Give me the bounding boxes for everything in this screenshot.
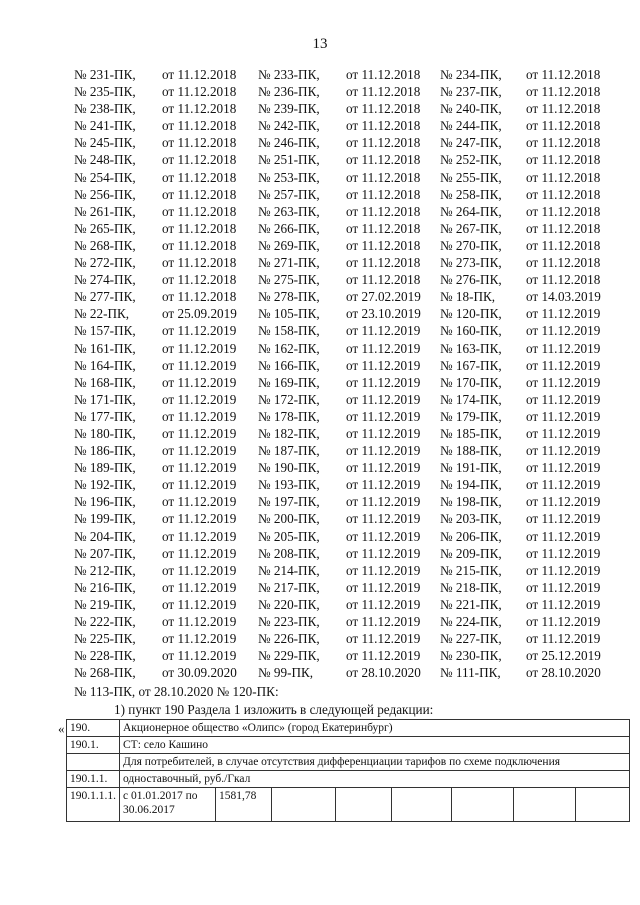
document-number: № 209-ПК, bbox=[440, 545, 502, 561]
list-item bbox=[74, 305, 612, 322]
list-item bbox=[74, 510, 612, 527]
document-date: от 11.12.2019 bbox=[162, 545, 237, 561]
document-date: от 11.12.2018 bbox=[162, 135, 237, 151]
document-date: от 11.12.2019 bbox=[162, 357, 237, 373]
list-item bbox=[74, 545, 612, 562]
document-date: от 11.12.2019 bbox=[346, 340, 421, 356]
document-number: № 163-ПК, bbox=[440, 340, 502, 356]
document-date: от 11.12.2019 bbox=[526, 579, 601, 595]
list-item bbox=[74, 288, 612, 305]
document-number: № 186-ПК, bbox=[74, 443, 136, 459]
document-number: № 223-ПК, bbox=[258, 614, 320, 629]
document-number: № 203-ПК, bbox=[440, 511, 502, 527]
document-date: от 11.12.2019 bbox=[526, 357, 601, 373]
document-number: № 275-ПК, bbox=[258, 272, 320, 288]
document-number: № 227-ПК, bbox=[440, 631, 502, 647]
document-date: от 11.12.2018 bbox=[526, 101, 601, 117]
empty-cell bbox=[336, 788, 392, 822]
document-date: от 11.12.2018 bbox=[162, 101, 237, 117]
document-number: № 268-ПК, bbox=[74, 237, 136, 253]
document-date: от 11.12.2019 bbox=[346, 408, 421, 424]
document-date: от 11.12.2018 bbox=[346, 186, 421, 202]
document-date: от 11.12.2019 bbox=[526, 408, 601, 424]
document-number: № 172-ПК, bbox=[258, 391, 320, 407]
document-number: № 266-ПК, bbox=[258, 220, 320, 236]
document-number: № 245-ПК, bbox=[74, 135, 136, 151]
document-number: № 241-ПК, bbox=[74, 118, 136, 134]
document-number: № 22-ПК, bbox=[74, 306, 130, 322]
document-date: от 11.12.2018 bbox=[346, 152, 421, 168]
document-date: от 11.12.2019 bbox=[526, 340, 601, 356]
document-number: № 270-ПК, bbox=[440, 237, 502, 253]
document-number: № 229-ПК, bbox=[258, 648, 320, 664]
document-number: № 189-ПК, bbox=[74, 460, 136, 476]
list-item bbox=[74, 562, 612, 579]
table-row bbox=[67, 771, 630, 788]
document-number: № 264-ПК, bbox=[440, 203, 502, 219]
document-number: № 257-ПК, bbox=[258, 186, 320, 202]
document-number: № 228-ПК, bbox=[74, 648, 136, 664]
document-number: № 185-ПК, bbox=[440, 425, 502, 441]
document-number: № 160-ПК, bbox=[440, 323, 502, 339]
list-item bbox=[74, 664, 612, 681]
document-number: № 251-ПК, bbox=[258, 152, 320, 168]
document-number: № 230-ПК, bbox=[440, 648, 502, 664]
document-date: от 11.12.2019 bbox=[346, 494, 421, 510]
document-number: № 196-ПК, bbox=[74, 494, 136, 510]
document-date: от 11.12.2018 bbox=[162, 67, 237, 82]
document-date: от 23.10.2019 bbox=[346, 306, 421, 322]
document-date: от 11.12.2019 bbox=[526, 528, 601, 544]
document-number: № 263-ПК, bbox=[258, 203, 320, 219]
document-date: от 11.12.2019 bbox=[346, 443, 421, 459]
document-date: от 11.12.2019 bbox=[346, 562, 421, 578]
document-date: от 11.12.2019 bbox=[162, 425, 237, 441]
document-date: от 11.12.2019 bbox=[162, 528, 237, 544]
empty-cell bbox=[514, 788, 576, 822]
tariff-value: 1581,78 bbox=[216, 788, 272, 822]
opening-quote-mark: « bbox=[58, 721, 65, 736]
document-date: от 11.12.2019 bbox=[526, 596, 601, 612]
document-date: от 11.12.2018 bbox=[346, 255, 421, 271]
document-date: от 11.12.2019 bbox=[346, 579, 421, 595]
document-number: № 193-ПК, bbox=[258, 477, 320, 493]
document-date: от 11.12.2019 bbox=[526, 391, 601, 407]
document-number: № 208-ПК, bbox=[258, 545, 320, 561]
document-number: № 276-ПК, bbox=[440, 272, 502, 288]
document-number: № 240-ПК, bbox=[440, 101, 502, 117]
page-number: 13 bbox=[312, 36, 328, 52]
document-number: № 120-ПК, bbox=[440, 306, 502, 322]
document-date: от 11.12.2019 bbox=[346, 425, 421, 441]
document-number: № 174-ПК, bbox=[440, 391, 502, 407]
document-date: от 14.03.2019 bbox=[526, 289, 601, 305]
document-number: № 169-ПК, bbox=[258, 374, 320, 390]
empty-cell bbox=[272, 788, 336, 822]
document-date: от 11.12.2019 bbox=[526, 443, 601, 459]
document-number: № 171-ПК, bbox=[74, 391, 136, 407]
document-date: от 11.12.2019 bbox=[162, 614, 237, 629]
document-number: № 237-ПК, bbox=[440, 84, 502, 100]
document-date: от 11.12.2019 bbox=[346, 477, 421, 493]
empty-cell bbox=[392, 788, 452, 822]
list-item bbox=[74, 117, 612, 134]
document-number: № 246-ПК, bbox=[258, 135, 320, 151]
document-number: № 192-ПК, bbox=[74, 477, 136, 493]
empty-cell bbox=[452, 788, 514, 822]
document-number: № 170-ПК, bbox=[440, 374, 502, 390]
document-number: № 261-ПК, bbox=[74, 203, 136, 219]
document-date: от 11.12.2019 bbox=[526, 494, 601, 510]
document-date: от 11.12.2019 bbox=[346, 357, 421, 373]
document-number: № 197-ПК, bbox=[258, 494, 320, 510]
document-number: № 207-ПК, bbox=[74, 545, 136, 561]
document-date: от 11.12.2019 bbox=[346, 391, 421, 407]
document-date: от 11.12.2019 bbox=[526, 631, 601, 647]
document-date: от 11.12.2018 bbox=[162, 169, 237, 185]
list-item bbox=[74, 374, 612, 391]
document-date: от 28.10.2020 bbox=[346, 665, 421, 681]
document-number: № 236-ПК, bbox=[258, 84, 320, 100]
list-item bbox=[74, 596, 612, 613]
document-date: от 11.12.2018 bbox=[526, 186, 601, 202]
document-number: № 278-ПК, bbox=[258, 289, 320, 305]
document-date: от 11.12.2019 bbox=[346, 374, 421, 390]
list-item bbox=[74, 83, 612, 100]
document-number: № 212-ПК, bbox=[74, 562, 136, 578]
list-item bbox=[74, 357, 612, 374]
row-code: 190.1. bbox=[67, 737, 120, 754]
document-date: от 11.12.2018 bbox=[526, 220, 601, 236]
document-number: № 222-ПК, bbox=[74, 614, 136, 629]
list-item bbox=[74, 408, 612, 425]
document-date: от 11.12.2019 bbox=[162, 648, 237, 664]
document-number: № 199-ПК, bbox=[74, 511, 136, 527]
document-date: от 11.12.2019 bbox=[526, 562, 601, 578]
document-number: № 111-ПК, bbox=[440, 665, 501, 681]
table-row bbox=[67, 720, 630, 737]
document-number: № 265-ПК, bbox=[74, 220, 136, 236]
document-number: № 219-ПК, bbox=[74, 596, 136, 612]
document-number: № 247-ПК, bbox=[440, 135, 502, 151]
table-row bbox=[67, 788, 630, 822]
document-number: № 177-ПК, bbox=[74, 408, 136, 424]
list-item bbox=[74, 203, 612, 220]
document-date: от 11.12.2019 bbox=[162, 340, 237, 356]
document-number: № 18-ПК, bbox=[440, 289, 496, 305]
list-item bbox=[74, 442, 612, 459]
document-number: № 180-ПК, bbox=[74, 425, 136, 441]
document-number: № 235-ПК, bbox=[74, 84, 136, 100]
document-number: № 277-ПК, bbox=[74, 289, 136, 305]
tariff-type: одноставочный, руб./Гкал bbox=[120, 771, 630, 788]
document-date: от 11.12.2018 bbox=[162, 220, 237, 236]
document-number: № 105-ПК, bbox=[258, 306, 320, 322]
list-item bbox=[74, 630, 612, 647]
document-number: № 272-ПК, bbox=[74, 255, 136, 271]
list-item bbox=[74, 271, 612, 288]
document-date: от 11.12.2018 bbox=[526, 135, 601, 151]
list-item bbox=[74, 340, 612, 357]
document-date: от 11.12.2019 bbox=[346, 596, 421, 612]
list-item bbox=[74, 151, 612, 168]
document-number: № 164-ПК, bbox=[74, 357, 136, 373]
document-number: № 204-ПК, bbox=[74, 528, 136, 544]
document-date: от 11.12.2019 bbox=[346, 323, 421, 339]
empty-cell bbox=[576, 788, 630, 822]
document-number: № 253-ПК, bbox=[258, 169, 320, 185]
document-date: от 11.12.2018 bbox=[162, 84, 237, 100]
document-number: № 162-ПК, bbox=[258, 340, 320, 356]
document-date: от 11.12.2018 bbox=[526, 255, 601, 271]
document-date: от 11.12.2019 bbox=[346, 614, 421, 629]
document-date: от 11.12.2019 bbox=[346, 631, 421, 647]
document-number: № 161-ПК, bbox=[74, 340, 136, 356]
document-date: от 11.12.2018 bbox=[162, 237, 237, 253]
document-date: от 11.12.2018 bbox=[346, 67, 421, 82]
document-number: № 273-ПК, bbox=[440, 255, 502, 271]
document-date: от 11.12.2018 bbox=[162, 186, 237, 202]
document-date: от 11.12.2019 bbox=[346, 545, 421, 561]
document-date: от 11.12.2019 bbox=[162, 596, 237, 612]
document-date: от 28.10.2020 bbox=[526, 665, 601, 681]
document-date: от 11.12.2019 bbox=[162, 477, 237, 493]
document-number: № 214-ПК, bbox=[258, 562, 320, 578]
document-number: № 190-ПК, bbox=[258, 460, 320, 476]
document-date: от 11.12.2018 bbox=[346, 84, 421, 100]
document-number: № 254-ПК, bbox=[74, 169, 136, 185]
document-number: № 255-ПК, bbox=[440, 169, 502, 185]
document-date: от 11.12.2019 bbox=[346, 648, 421, 664]
document-date: от 11.12.2019 bbox=[162, 408, 237, 424]
document-date: от 11.12.2018 bbox=[526, 203, 601, 219]
document-date: от 11.12.2018 bbox=[526, 169, 601, 185]
document-number: № 239-ПК, bbox=[258, 101, 320, 117]
list-item bbox=[74, 186, 612, 203]
list-item bbox=[74, 579, 612, 596]
document-number: № 231-ПК, bbox=[74, 67, 136, 82]
document-date: от 11.12.2019 bbox=[526, 323, 601, 339]
document-number: № 233-ПК, bbox=[258, 67, 320, 82]
document-date: от 11.12.2019 bbox=[162, 443, 237, 459]
document-number: № 234-ПК, bbox=[440, 67, 502, 82]
list-item bbox=[74, 220, 612, 237]
document-number: № 216-ПК, bbox=[74, 579, 136, 595]
document-number: № 157-ПК, bbox=[74, 323, 136, 339]
document-date: от 11.12.2018 bbox=[162, 255, 237, 271]
document-date: от 11.12.2018 bbox=[526, 237, 601, 253]
document-date: от 11.12.2019 bbox=[162, 391, 237, 407]
document-number: № 182-ПК, bbox=[258, 425, 320, 441]
document-date: от 11.12.2019 bbox=[526, 374, 601, 390]
row-code: 190.1.1. bbox=[67, 771, 120, 788]
document-date: от 11.12.2019 bbox=[162, 323, 237, 339]
document-number: № 158-ПК, bbox=[258, 323, 320, 339]
list-item bbox=[74, 254, 612, 271]
document-date: от 11.12.2019 bbox=[162, 460, 237, 476]
document-number: № 179-ПК, bbox=[440, 408, 502, 424]
list-item bbox=[74, 493, 612, 510]
document-number: № 274-ПК, bbox=[74, 272, 136, 288]
document-number: № 198-ПК, bbox=[440, 494, 502, 510]
document-date: от 11.12.2018 bbox=[162, 289, 237, 305]
document-date: от 11.12.2018 bbox=[346, 169, 421, 185]
organization-name: Акционерное общество «Олипс» (город Екатеринбург) bbox=[120, 720, 630, 737]
list-item bbox=[74, 476, 612, 493]
list-item bbox=[74, 237, 612, 254]
tariff-period: с 01.01.2017 по 30.06.2017 bbox=[120, 788, 216, 822]
document-number: № 188-ПК, bbox=[440, 443, 502, 459]
document-number: № 226-ПК, bbox=[258, 631, 320, 647]
document-number: № 178-ПК, bbox=[258, 408, 320, 424]
document-number: № 167-ПК, bbox=[440, 357, 502, 373]
document-number: № 271-ПК, bbox=[258, 255, 320, 271]
document-date: от 11.12.2018 bbox=[346, 237, 421, 253]
document-number: № 215-ПК, bbox=[440, 562, 502, 578]
document-date: от 11.12.2019 bbox=[346, 460, 421, 476]
document-date: от 11.12.2018 bbox=[162, 152, 237, 168]
document-number: № 225-ПК, bbox=[74, 631, 136, 647]
document-number: № 238-ПК, bbox=[74, 101, 136, 117]
document-number: № 191-ПК, bbox=[440, 460, 502, 476]
document-number: № 206-ПК, bbox=[440, 528, 502, 544]
document-date: от 25.09.2019 bbox=[162, 306, 237, 322]
amendment-instruction: 1) пункт 190 Раздела 1 изложить в следующей редакции: bbox=[114, 702, 434, 717]
document-number: № 200-ПК, bbox=[258, 511, 320, 527]
document-date: от 11.12.2018 bbox=[346, 272, 421, 288]
document-date: от 11.12.2019 bbox=[526, 545, 601, 561]
document-date: от 11.12.2018 bbox=[526, 84, 601, 100]
document-date: от 11.12.2019 bbox=[162, 374, 237, 390]
tariff-table bbox=[66, 719, 630, 822]
document-date: от 11.12.2018 bbox=[162, 272, 237, 288]
supply-system-name: СТ: село Кашино bbox=[120, 737, 630, 754]
document-date: от 11.12.2019 bbox=[346, 528, 421, 544]
document-number: № 194-ПК, bbox=[440, 477, 502, 493]
list-item bbox=[74, 322, 612, 339]
document-date: от 30.09.2020 bbox=[162, 665, 237, 681]
document-date: от 11.12.2019 bbox=[526, 460, 601, 476]
document-number: № 252-ПК, bbox=[440, 152, 502, 168]
document-date: от 11.12.2019 bbox=[162, 579, 237, 595]
document-number: № 269-ПК, bbox=[258, 237, 320, 253]
document-date: от 11.12.2019 bbox=[346, 511, 421, 527]
list-item bbox=[74, 66, 612, 83]
list-item bbox=[74, 647, 612, 664]
document-date: от 11.12.2018 bbox=[346, 101, 421, 117]
document-date: от 11.12.2018 bbox=[346, 135, 421, 151]
document-date: от 11.12.2018 bbox=[162, 118, 237, 134]
document-list bbox=[74, 66, 612, 681]
document-date: от 11.12.2018 bbox=[346, 203, 421, 219]
document-date: от 27.02.2019 bbox=[346, 289, 421, 305]
document-date: от 11.12.2019 bbox=[162, 631, 237, 647]
document-date: от 11.12.2018 bbox=[346, 118, 421, 134]
document-date: от 11.12.2019 bbox=[162, 494, 237, 510]
document-number: № 217-ПК, bbox=[258, 579, 320, 595]
document-date: от 11.12.2019 bbox=[526, 425, 601, 441]
document-date: от 11.12.2018 bbox=[162, 203, 237, 219]
document-number: № 221-ПК, bbox=[440, 596, 502, 612]
document-number: № 242-ПК, bbox=[258, 118, 320, 134]
document-date: от 11.12.2018 bbox=[346, 220, 421, 236]
document-number: № 244-ПК, bbox=[440, 118, 502, 134]
list-item bbox=[74, 169, 612, 186]
empty-code-cell bbox=[67, 754, 120, 771]
document-number: № 168-ПК, bbox=[74, 374, 136, 390]
table-row bbox=[67, 754, 630, 771]
document-list-tail: № 113-ПК, от 28.10.2020 № 120-ПК: bbox=[74, 684, 279, 699]
document-date: от 11.12.2018 bbox=[526, 272, 601, 288]
list-item bbox=[74, 100, 612, 117]
consumer-category: Для потребителей, в случае отсутствия дифференциации тарифов по схеме подключения bbox=[120, 754, 630, 771]
document-number: № 220-ПК, bbox=[258, 596, 320, 612]
document-date: от 11.12.2019 bbox=[526, 511, 601, 527]
document-date: от 25.12.2019 bbox=[526, 648, 601, 664]
document-number: № 224-ПК, bbox=[440, 614, 502, 629]
row-code: 190. bbox=[67, 720, 120, 737]
document-number: № 99-ПК, bbox=[258, 665, 314, 681]
table-row bbox=[67, 737, 630, 754]
list-item bbox=[74, 528, 612, 545]
document-date: от 11.12.2018 bbox=[526, 152, 601, 168]
document-date: от 11.12.2018 bbox=[526, 118, 601, 134]
list-item bbox=[74, 459, 612, 476]
document-number: № 166-ПК, bbox=[258, 357, 320, 373]
list-item bbox=[74, 134, 612, 151]
document-date: от 11.12.2019 bbox=[526, 614, 601, 629]
list-item bbox=[74, 391, 612, 408]
document-number: № 187-ПК, bbox=[258, 443, 320, 459]
document-number: № 258-ПК, bbox=[440, 186, 502, 202]
document-date: от 11.12.2018 bbox=[526, 67, 601, 82]
document-date: от 11.12.2019 bbox=[162, 511, 237, 527]
list-item bbox=[74, 425, 612, 442]
document-number: № 268-ПК, bbox=[74, 665, 136, 681]
document-number: № 267-ПК, bbox=[440, 220, 502, 236]
document-date: от 11.12.2019 bbox=[526, 477, 601, 493]
document-number: № 248-ПК, bbox=[74, 152, 136, 168]
document-date: от 11.12.2019 bbox=[526, 306, 601, 322]
document-date: от 11.12.2019 bbox=[162, 562, 237, 578]
document-number: № 256-ПК, bbox=[74, 186, 136, 202]
document-number: № 205-ПК, bbox=[258, 528, 320, 544]
row-code: 190.1.1.1. bbox=[67, 788, 120, 822]
document-number: № 218-ПК, bbox=[440, 579, 502, 595]
list-item bbox=[74, 613, 612, 630]
